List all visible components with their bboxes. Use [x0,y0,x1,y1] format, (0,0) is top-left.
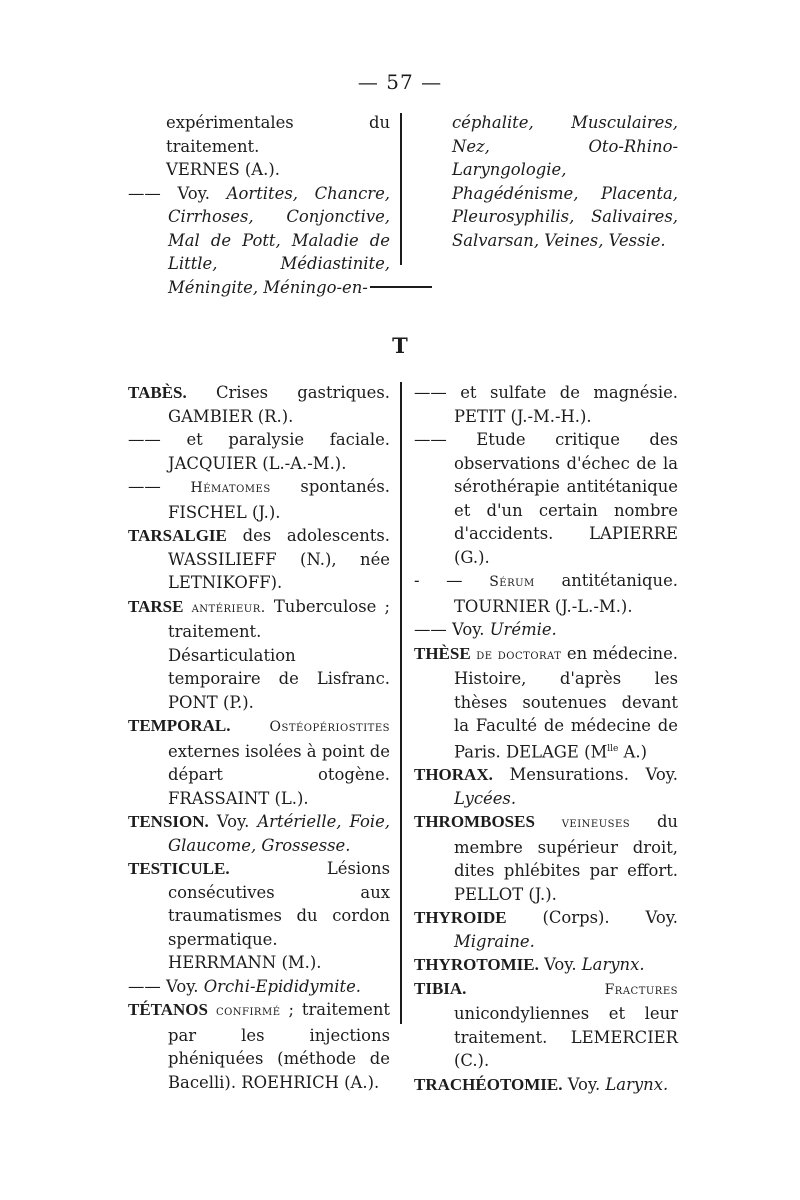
entry-tabes-paralysie: —— et paralysie faciale. JACQUIER (L.-A.-M.). [128,430,390,473]
entry-tabes-hematomes: —— Hématomes spontanés. FISCHEL (J.). [128,477,390,522]
entry-tabes: TABÈS. Crises gastriques. GAMBIER (R.). [128,383,390,426]
entry-temporal: TEMPORAL. Ostéopériostites externes isolées à point de départ otogène. FRASSAINT (L.). [128,716,390,808]
entry-tarse: TARSE antérieur. Tuberculose ; traitement. Désarticulation temporaire de Lisfranc. PONT (P.). [128,596,390,712]
entry-tension: TENSION. Voy. Artérielle, Foie, Glaucome, Grossesse. [128,812,390,855]
see-also-continuation: céphalite, Musculaires, Nez, Oto-Rhino-Laryngologie, Phagédénisme, Placenta, Pleurosyphilis, Salivaires, Salvarsan, Veines, Vessie. [452,113,678,250]
column-divider-main [400,382,402,1024]
entry-thyroide: THYROIDE (Corps). Voy. Migraine. [414,908,678,951]
entry-tibia: TIBIA. Fractures unicondyliennes et leur traitement. LEMERCIER (C.). [414,978,678,1071]
section-separator [370,286,432,288]
entry-these: THÈSE de doctorat en médecine. Histoire, d'après les thèses soutenues devant la Faculté de médecine de Paris. DELAGE ($M^{lle}$ A.) [414,643,678,761]
right-column [414,381,678,1096]
entry-tetanos: TÉTANOS confirmé ; traitement par les injections phéniquées (méthode de Bacelli). ROEHRICH (A.). [128,1000,390,1092]
entry-continuation: expérimentales du traitement. VERNES (A.). [166,113,390,179]
entry-tetanos-etude: —— Etude critique des observations d'échec de la sérothérapie antitétanique et d'un certain nombre d'accidents. LAPIERRE (G.). [414,430,678,567]
entry-testicule-voy: —— Voy. Orchi-Epididymite. [128,976,361,996]
page-number: — 57 — [357,70,443,94]
entry-tracheotomie: TRACHÉOTOMIE. Voy. Larynx. [414,1074,669,1094]
left-column [128,381,390,1094]
entry-thromboses: THROMBOSES veineuses du membre supérieur droit, dites phlébites par effort. PELLOT (J.). [414,812,678,904]
see-also-entry: —— Voy. Aortites, Chancre, Cirrhoses, Conjonctive, Mal de Pott, Maladie de Little, Médiastinite, Méningite, Méningo-en- [128,183,390,297]
top-left-column [128,111,390,299]
column-divider-top [400,113,402,265]
entry-tetanos-serum: - — Sérum antitétanique. TOURNIER (J.-L.-M.). [414,571,678,616]
entry-tarsalgie: TARSALGIE des adolescents. WASSILIEFF (N.), née LETNIKOFF). [128,526,390,592]
top-right-column [414,111,678,252]
entry-thyrotomie: THYROTOMIE. Voy. Larynx. [414,955,645,975]
entry-tetanos-magnesie: —— et sulfate de magnésie. PETIT (J.-M.-H.). [414,383,678,426]
entry-thorax: THORAX. Mensurations. Voy. Lycées. [414,765,678,808]
entry-tetanos-voy: —— Voy. Urémie. [414,620,557,639]
section-letter: T [392,333,408,358]
entry-testicule: TESTICULE. Lésions consécutives aux traumatismes du cordon spermatique. HERRMANN (M.). [128,859,390,972]
